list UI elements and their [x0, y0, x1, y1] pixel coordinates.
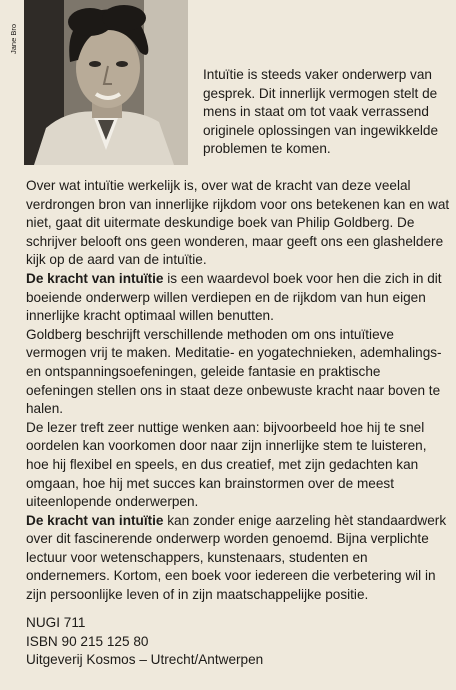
- paragraph-3: Goldberg beschrijft verschillende methoden om ons intuïtieve vermogen vrij te maken. Meditatie- en yogatechnieken, ademhalings- en ontspanningsoefeningen, geleide fantasie en praktische oefeningen stellen ons in staat deze onbewuste kracht naar boven te halen.: [26, 326, 442, 417]
- author-photo: [24, 0, 188, 165]
- book-title: De kracht van intuïtie: [26, 512, 164, 528]
- paragraph-5-text: kan zonder enige aarzeling hèt standaardwerk over dit fascinerende onderwerp worden genoemd. Bijna verplichte lectuur voor wetenschappers, kunstenaars, studenten en ondernemers. Kortom, een boek voor iedereen die verbetering wil in zijn persoonlijke leven of in zijn maatschappelijke positie.: [26, 512, 447, 603]
- paragraph-5: [26, 512, 450, 605]
- paragraph-2-text: is een waardevol boek voor hen die zich in dit boeiende onderwerp willen verdiepen en de rijkdom van hun eigen innerlijke kracht optimaal willen benutten.: [26, 270, 442, 324]
- publisher: Uitgeverij Kosmos – Utrecht/Antwerpen: [26, 652, 264, 668]
- paragraph-2: [26, 270, 450, 326]
- intro-text: [203, 66, 448, 159]
- description: [26, 177, 450, 605]
- paragraph-1: Over wat intuïtie werkelijk is, over wat de kracht van deze veelal verdrongen bron van innerlijke rijkdom voor ons betekenen kan en wat niet, gaat dit uitermate deskundige boek van Philip Goldberg. De schrijver belooft ons geen wonderen, maar geeft ons een glasheldere kijk op de aard van de intuïtie.: [26, 178, 450, 268]
- photo-credit: Jane Bro: [9, 23, 18, 54]
- book-title: De kracht van intuïtie: [26, 270, 164, 286]
- author-portrait-image: [24, 0, 188, 165]
- paragraph-4: De lezer treft zeer nuttige wenken aan: bijvoorbeeld hoe hij te snel oordelen kan voorkomen door naar zijn innerlijke stem te luisteren, hoe hij flexibel en speels, en dus creatief, met zijn gedachten kan omgaan, hoe hij met succes kan brainstormen over de meest uiteenlopende onderwerpen.: [26, 419, 427, 510]
- intro-paragraph: Intuïtie is steeds vaker onderwerp van gesprek. Dit innerlijk vermogen stelt de mens in staat om tot vaak verrassend originele oplossingen van ingewikkelde problemen te komen.: [203, 67, 439, 157]
- nugi-code: NUGI 711: [26, 615, 86, 630]
- isbn: ISBN 90 215 125 80: [26, 633, 149, 649]
- colophon: [26, 614, 450, 670]
